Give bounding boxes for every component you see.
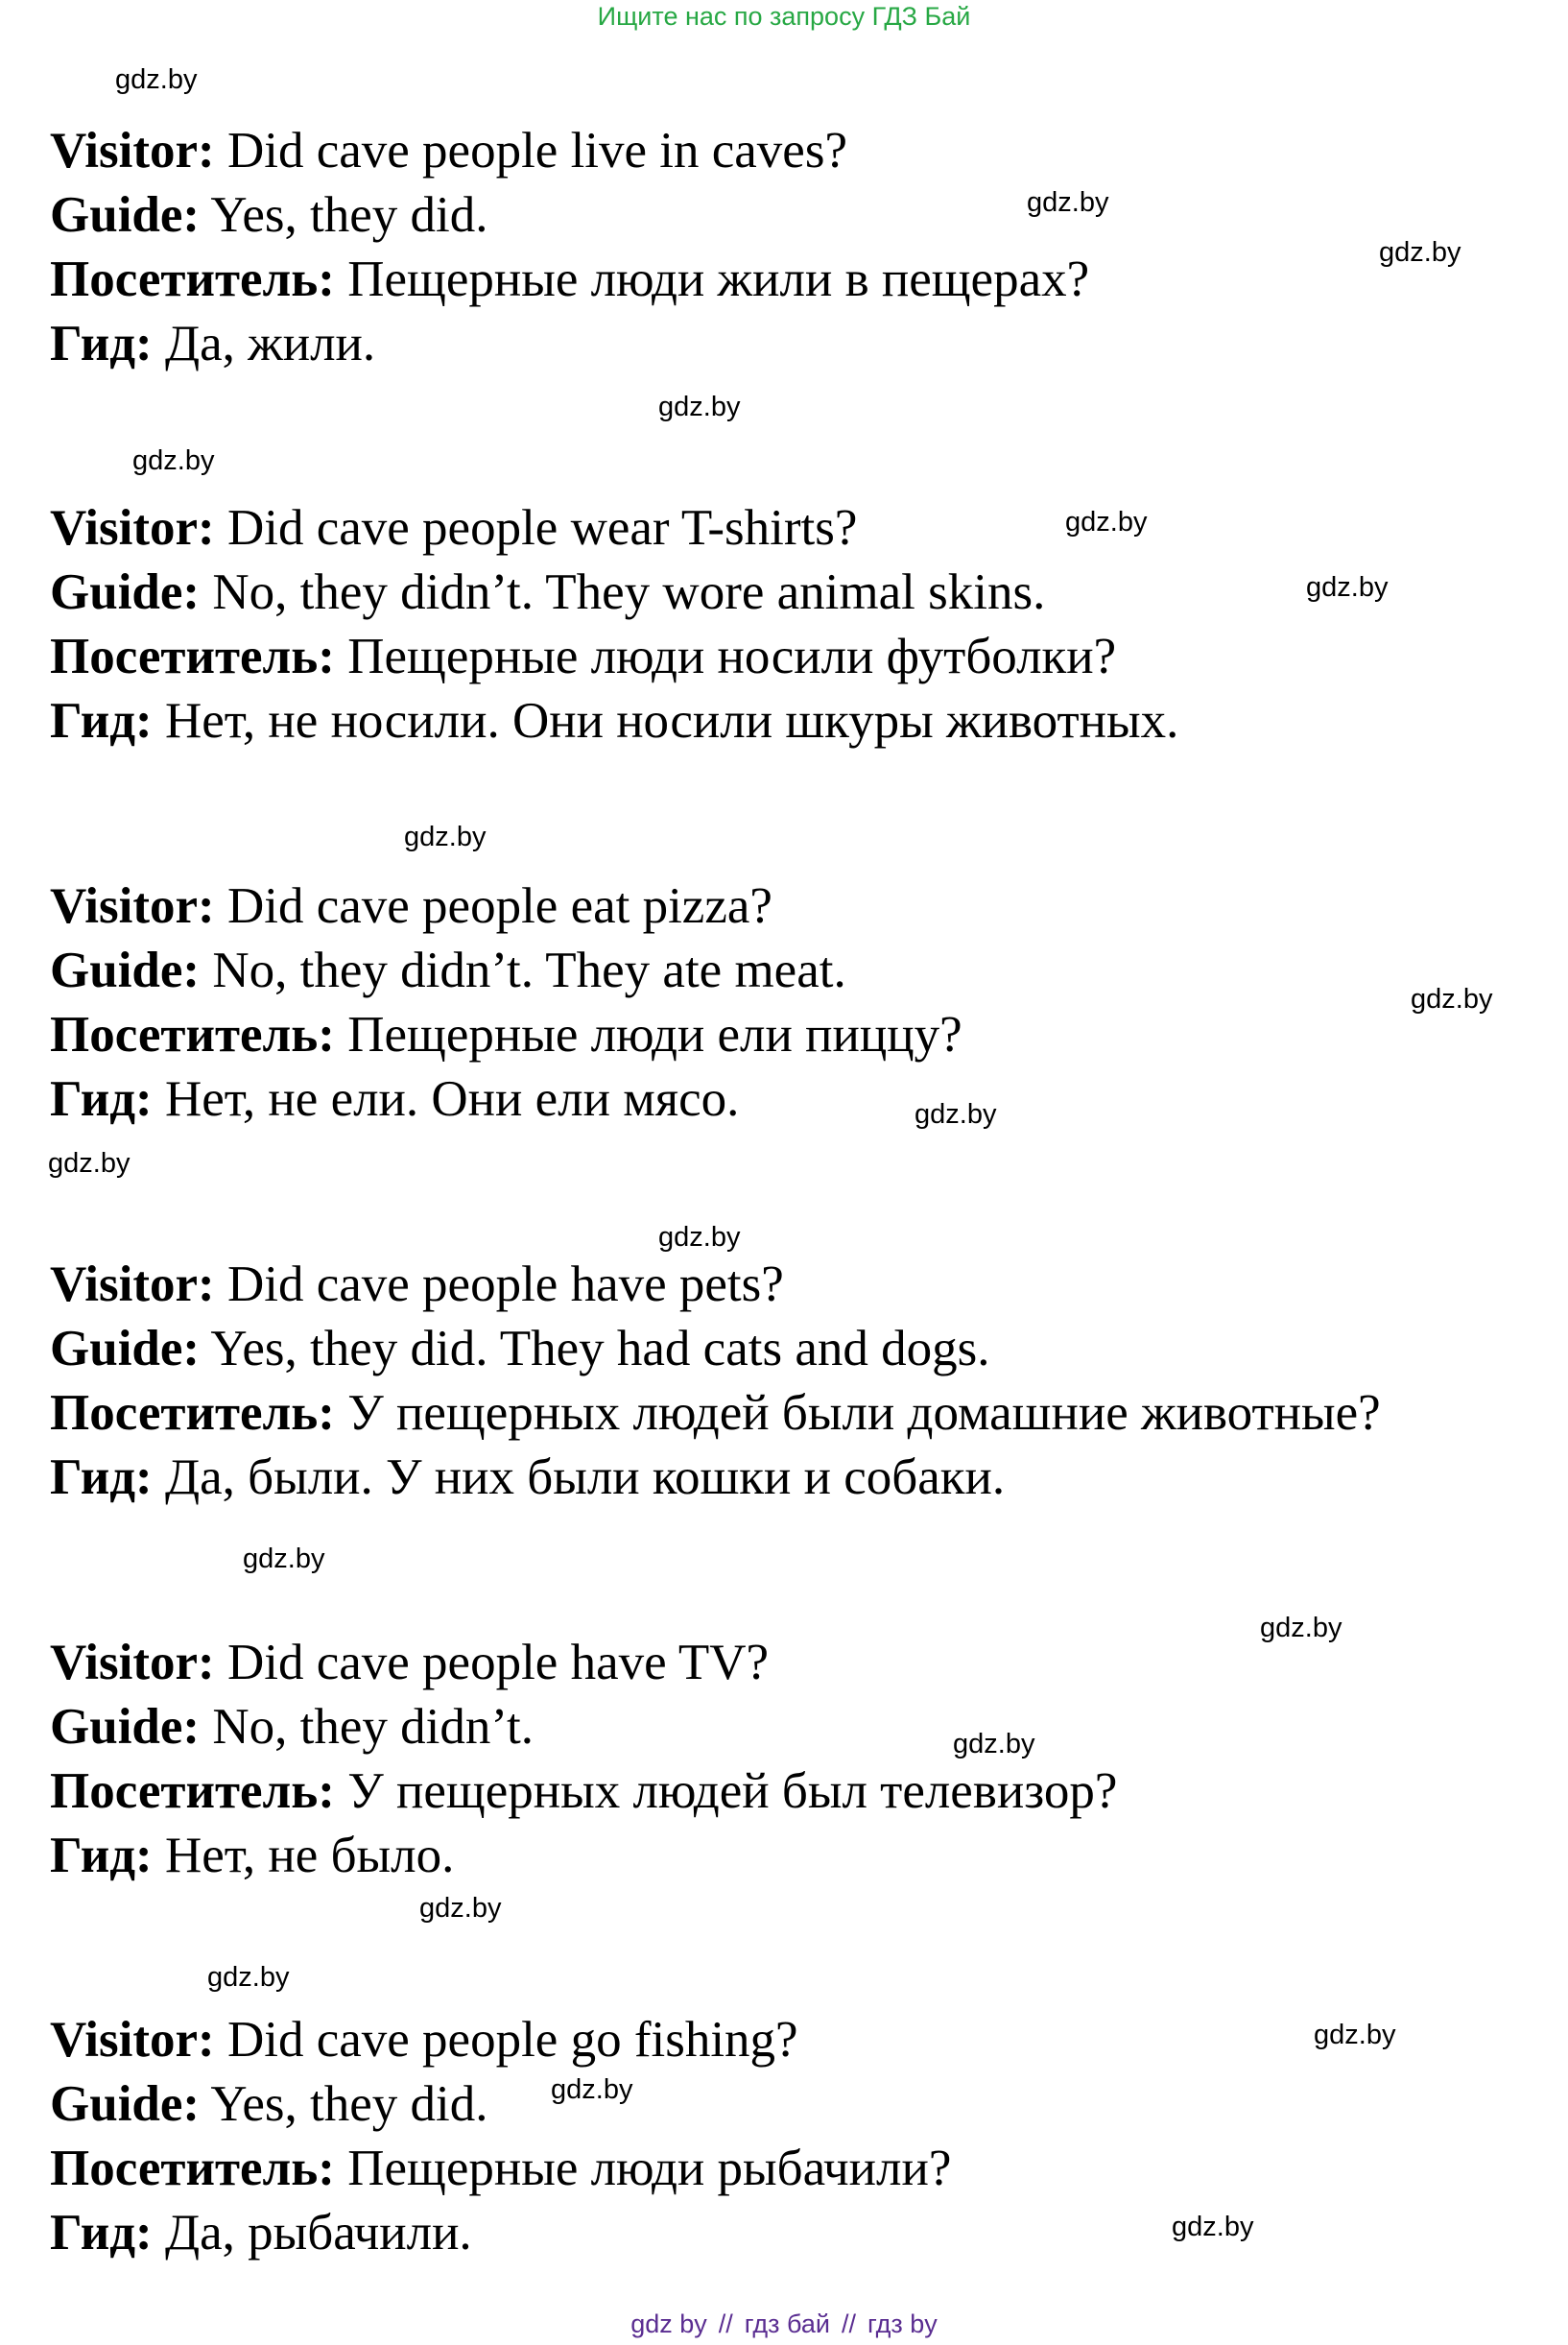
guide-text: No, they didn’t. They ate meat. [200, 943, 846, 998]
dialogue-block [50, 1253, 1547, 1510]
visitor-ru-label: Посетитель: [50, 2141, 335, 2196]
watermark: gdz.by [551, 2074, 633, 2105]
watermark: gdz.by [404, 822, 487, 852]
visitor-ru-text: Пещерные люди ели пиццу? [334, 1007, 962, 1063]
visitor-ru-line [50, 1003, 1547, 1067]
visitor-ru-label: Посетитель: [50, 629, 335, 684]
footer-separator: // [718, 2309, 733, 2338]
footer-link-gdz-by[interactable]: gdz by [630, 2309, 707, 2338]
watermark: gdz.by [915, 1099, 997, 1130]
dialogue-block [50, 1631, 1547, 1888]
guide-label: Guide: [50, 1699, 201, 1755]
guide-ru-line [50, 689, 1547, 754]
guide-text: Yes, they did. [200, 187, 488, 243]
visitor-text: Did cave people go fishing? [214, 2012, 798, 2068]
guide-label: Guide: [50, 2076, 201, 2132]
guide-label: Guide: [50, 187, 201, 243]
visitor-ru-line [50, 1381, 1547, 1446]
guide-line [50, 939, 1547, 1003]
dialogue-block [50, 874, 1547, 1132]
header-search-link[interactable]: Ищите нас по запросу ГДЗ Бай [597, 2, 971, 31]
guide-text: No, they didn’t. [200, 1699, 534, 1755]
guide-ru-text: Нет, не ели. Они ели мясо. [152, 1071, 740, 1127]
watermark: gdz.by [132, 445, 215, 476]
visitor-ru-label: Посетитель: [50, 1007, 335, 1063]
guide-ru-text: Да, рыбачили. [152, 2205, 472, 2261]
guide-ru-label: Гид: [50, 1071, 153, 1127]
guide-ru-line [50, 1446, 1547, 1510]
watermark: gdz.by [48, 1148, 131, 1179]
watermark: gdz.by [1260, 1613, 1342, 1643]
watermark: gdz.by [1065, 507, 1148, 538]
guide-line [50, 2072, 1547, 2137]
guide-ru-text: Да, жили. [152, 316, 376, 371]
guide-text: Yes, they did. They had cats and dogs. [200, 1321, 990, 1376]
guide-text: Yes, they did. [200, 2076, 488, 2132]
footer-link-gdz-bai[interactable]: гдз бай [744, 2309, 830, 2338]
visitor-ru-text: У пещерных людей были домашние животные? [334, 1385, 1381, 1441]
visitor-line [50, 1253, 1547, 1317]
visitor-text: Did cave people eat pizza? [214, 878, 772, 934]
visitor-label: Visitor: [50, 1635, 215, 1690]
visitor-ru-line [50, 2137, 1547, 2201]
visitor-label: Visitor: [50, 123, 215, 179]
watermark: gdz.by [1027, 187, 1109, 218]
guide-ru-text: Нет, не носили. Они носили шкуры животных. [152, 693, 1179, 749]
watermark: gdz.by [658, 1222, 741, 1253]
footer-separator: // [841, 2309, 856, 2338]
visitor-line [50, 874, 1547, 939]
guide-ru-label: Гид: [50, 1828, 153, 1883]
guide-label: Guide: [50, 564, 201, 620]
guide-label: Guide: [50, 1321, 201, 1376]
visitor-ru-label: Посетитель: [50, 1385, 335, 1441]
visitor-ru-line [50, 248, 1547, 312]
guide-ru-label: Гид: [50, 693, 153, 749]
dialogue-block [50, 119, 1547, 376]
visitor-ru-label: Посетитель: [50, 251, 335, 307]
visitor-label: Visitor: [50, 500, 215, 556]
guide-ru-label: Гид: [50, 316, 153, 371]
watermark: gdz.by [1306, 572, 1389, 603]
guide-line [50, 1317, 1547, 1381]
watermark: gdz.by [1379, 237, 1461, 268]
watermark: gdz.by [1314, 2020, 1396, 2050]
visitor-line [50, 2008, 1547, 2072]
guide-ru-line [50, 1067, 1547, 1132]
visitor-line [50, 496, 1547, 561]
visitor-text: Did cave people have pets? [214, 1256, 784, 1312]
guide-ru-label: Гид: [50, 2205, 153, 2261]
watermark: gdz.by [419, 1893, 502, 1924]
guide-ru-line [50, 1824, 1547, 1888]
footer-link-gdz-by-ru[interactable]: гдз by [867, 2309, 938, 2338]
guide-line [50, 183, 1547, 248]
watermark: gdz.by [115, 64, 198, 95]
guide-text: No, they didn’t. They wore animal skins. [200, 564, 1046, 620]
visitor-ru-text: Пещерные люди носили футболки? [334, 629, 1117, 684]
watermark: gdz.by [1172, 2212, 1254, 2242]
visitor-line [50, 119, 1547, 183]
visitor-ru-text: У пещерных людей был телевизор? [334, 1763, 1118, 1819]
guide-ru-label: Гид: [50, 1449, 153, 1505]
visitor-text: Did cave people live in caves? [214, 123, 847, 179]
visitor-ru-text: Пещерные люди рыбачили? [334, 2141, 952, 2196]
visitor-label: Visitor: [50, 878, 215, 934]
visitor-label: Visitor: [50, 2012, 215, 2068]
guide-ru-text: Да, были. У них были кошки и собаки. [152, 1449, 1006, 1505]
dialogue-block [50, 496, 1547, 754]
watermark: gdz.by [1411, 984, 1493, 1015]
visitor-label: Visitor: [50, 1256, 215, 1312]
visitor-ru-text: Пещерные люди жили в пещерах? [334, 251, 1090, 307]
dialogue-block [50, 2008, 1547, 2265]
watermark: gdz.by [658, 392, 741, 422]
visitor-ru-line [50, 625, 1547, 689]
visitor-ru-line [50, 1759, 1547, 1824]
footer-links [0, 2308, 1568, 2340]
guide-line [50, 1695, 1547, 1759]
guide-label: Guide: [50, 943, 201, 998]
visitor-line [50, 1631, 1547, 1695]
guide-ru-line [50, 312, 1547, 376]
guide-ru-text: Нет, не было. [152, 1828, 455, 1883]
watermark: gdz.by [953, 1729, 1035, 1759]
visitor-ru-label: Посетитель: [50, 1763, 335, 1819]
visitor-text: Did cave people have TV? [214, 1635, 770, 1690]
watermark: gdz.by [207, 1962, 290, 1993]
guide-line [50, 561, 1547, 625]
watermark: gdz.by [243, 1543, 325, 1574]
guide-ru-line [50, 2201, 1547, 2265]
visitor-text: Did cave people wear T-shirts? [214, 500, 858, 556]
